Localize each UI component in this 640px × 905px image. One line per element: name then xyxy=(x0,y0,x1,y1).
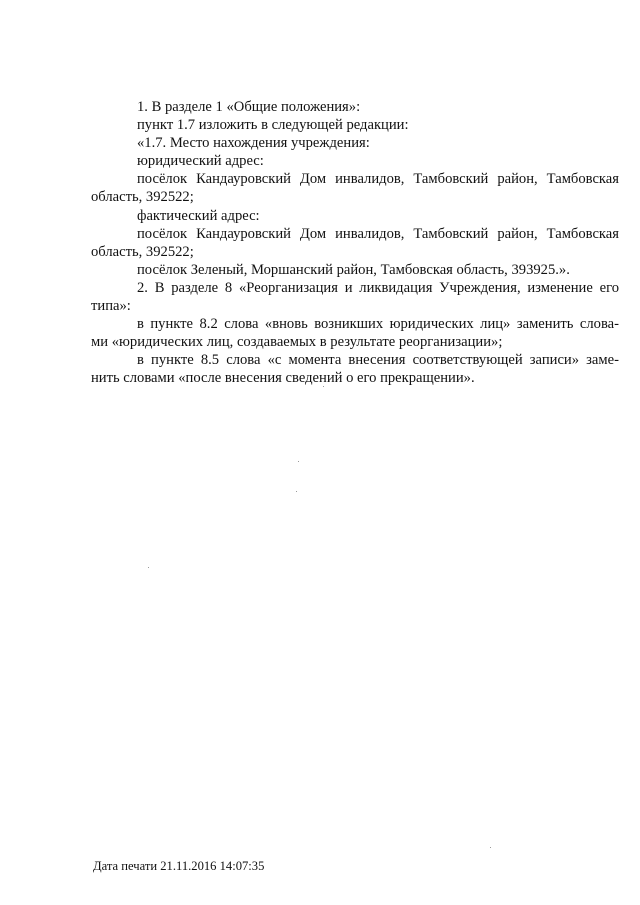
actual-address-label: фактический адрес: xyxy=(137,207,260,224)
legal-address-line-2: область, 392522; xyxy=(91,189,194,206)
scan-speck xyxy=(490,847,491,848)
document-body xyxy=(91,98,619,388)
section-8-heading-line-1: 2. В разделе 8 «Реорганизация и ликвидация Учреждения, изменение его xyxy=(137,279,619,296)
section-8-heading-line-2: типа»: xyxy=(91,298,131,315)
actual-address-1-line-1: посёлок Кандауровский Дом инвалидов, Тамбовский район, Тамбовская xyxy=(137,225,619,242)
scan-speck xyxy=(323,386,324,387)
print-date-footer: Дата печати 21.11.2016 14:07:35 xyxy=(93,859,265,873)
scan-speck xyxy=(148,567,149,568)
scan-speck xyxy=(296,491,297,492)
legal-address-label: юридический адрес: xyxy=(137,153,264,170)
clause-8-2-line-2: ми «юридических лиц, создаваемых в результате реорганизации»; xyxy=(91,334,503,351)
clause-1-7-intro: пункт 1.7 изложить в следующей редакции: xyxy=(137,117,409,134)
scan-speck xyxy=(298,461,299,462)
actual-address-1-line-2: область, 392522; xyxy=(91,243,194,260)
legal-address-line-1: посёлок Кандауровский Дом инвалидов, Тамбовский район, Тамбовская xyxy=(137,171,619,188)
clause-8-5-line-1: в пункте 8.5 слова «с момента внесения соответствующей записи» заме- xyxy=(137,352,619,369)
clause-1-7-title: «1.7. Место нахождения учреждения: xyxy=(137,135,370,152)
section-1-heading: 1. В разделе 1 «Общие положения»: xyxy=(137,99,361,115)
clause-8-5-line-2: нить словами «после внесения сведений о его прекращении». xyxy=(91,370,475,387)
actual-address-2: посёлок Зеленый, Моршанский район, Тамбовская область, 393925.». xyxy=(137,261,570,278)
clause-8-2-line-1: в пункте 8.2 слова «вновь возникших юридических лиц» заменить слова- xyxy=(137,316,619,333)
